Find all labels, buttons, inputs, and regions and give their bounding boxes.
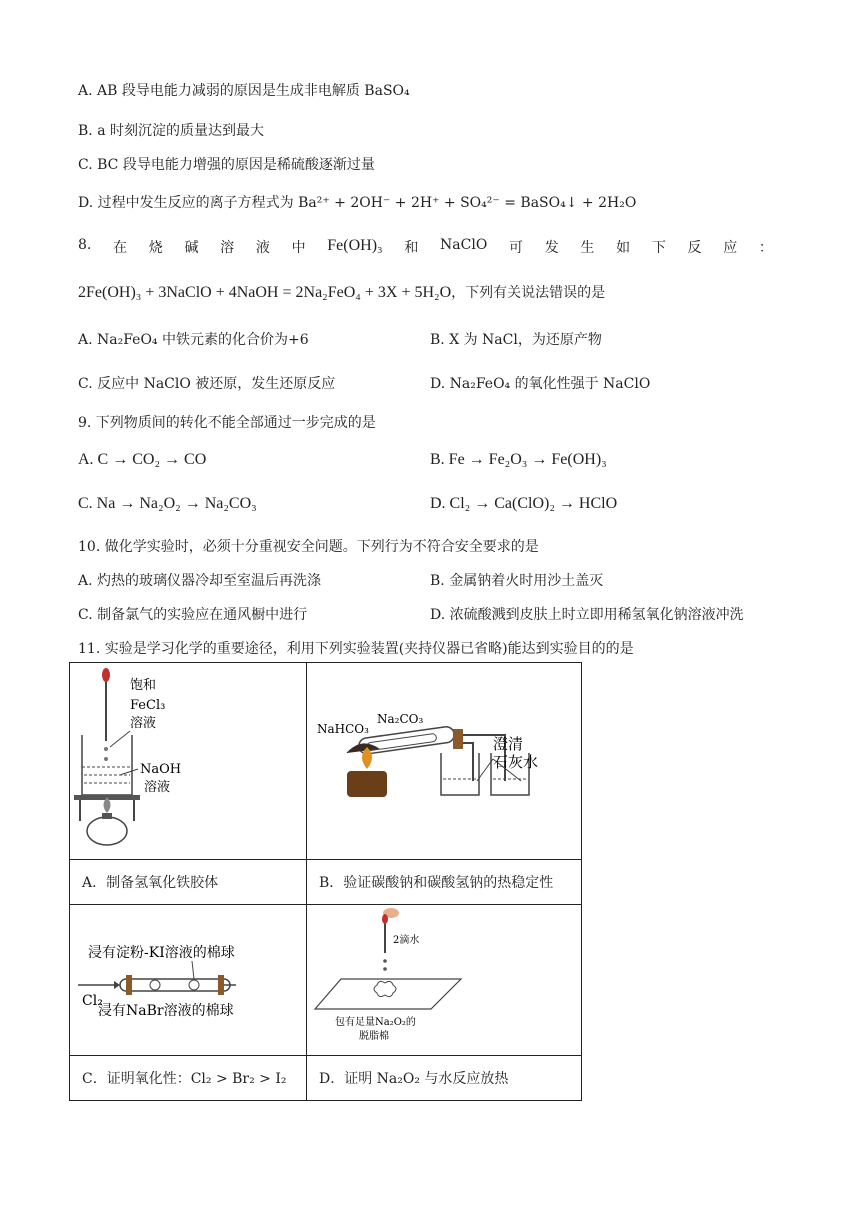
fig-a-label-naoh-solution: 溶液 xyxy=(144,780,171,795)
q8-stem-word: 和 xyxy=(404,240,419,256)
fig-d-label-na2o2: 包有足量Na₂O₂的 xyxy=(335,1017,416,1028)
q8-stem-word: 可 xyxy=(509,240,523,256)
fig-a-label-saturated: 饱和 xyxy=(130,678,157,693)
q8-stem-word: 在 xyxy=(113,240,128,256)
q10-option-c: C. 制备氯气的实验应在通风橱中进行 xyxy=(78,607,308,623)
q8-stem-word: Fe(OH)₃ xyxy=(327,237,383,254)
q8-stem-word: 下 xyxy=(651,240,666,256)
caption-b: B．验证碳酸钠和碳酸氢钠的热稳定性 xyxy=(307,860,582,905)
q8-option-c: C. 反应中 NaClO 被还原，发生还原反应 xyxy=(78,376,336,392)
fig-d-label-cotton: 脱脂棉 xyxy=(359,1031,389,1042)
fig-b-label-clear: 澄清 xyxy=(493,735,524,753)
fig-c-label-starch-ki: 浸有淀粉-KI溶液的棉球 xyxy=(88,945,235,961)
q8-equation-tail: ，下列有关说法错误的是 xyxy=(451,285,606,301)
q8-option-d: D. Na₂FeO₄ 的氧化性强于 NaClO xyxy=(430,376,651,392)
fig-a-label-naoh: NaOH xyxy=(140,762,182,777)
q7-option-a: A. AB 段导电能力减弱的原因是生成非电解质 BaSO₄ xyxy=(78,83,410,99)
q7-option-c: C. BC 段导电能力增强的原因是稀硫酸逐渐过量 xyxy=(78,157,375,173)
q8-stem-word: 8. xyxy=(78,237,92,253)
fig-b-label-limewater: 石灰水 xyxy=(493,753,539,771)
fig-b-label-nahco3: NaHCO₃ xyxy=(317,722,369,736)
fig-c-label-nabr: 浸有NaBr溶液的棉球 xyxy=(98,1003,234,1019)
q10-stem: 10. 做化学实验时，必须十分重视安全问题。下列行为不符合安全要求的是 xyxy=(78,539,539,555)
q10-option-a: A. 灼热的玻璃仪器冷却至室温后再洗涤 xyxy=(78,573,322,589)
fig-a-label-solution: 溶液 xyxy=(130,716,157,731)
figure-a xyxy=(70,663,307,860)
q8-stem-word: 生 xyxy=(580,240,595,256)
q8-stem-word: NaClO xyxy=(440,237,488,253)
q8-option-b: B. X 为 NaCl，为还原产物 xyxy=(430,332,602,348)
q8-equation: 2Fe(OH)₃ + 3NaClO + 4NaOH = 2Na₂FeO₄ + 3X + 5H₂O xyxy=(78,284,452,301)
q8-stem-word: 中 xyxy=(291,240,306,256)
q8-option-a: A. Na₂FeO₄ 中铁元素的化合价为+6 xyxy=(78,332,309,348)
q10-option-b: B. 金属钠着火时用沙土盖灭 xyxy=(430,573,604,589)
q9-option-c: C. Na → Na₂O₂ → Na₂CO₃ xyxy=(78,495,257,512)
q8-stem-word: 碱 xyxy=(184,240,199,256)
q10-option-d: D. 浓硫酸溅到皮肤上时立即用稀氢氧化钠溶液冲洗 xyxy=(430,607,744,623)
figure-b xyxy=(307,663,582,860)
q11-experiment-table xyxy=(69,662,582,1101)
q8-stem xyxy=(78,237,773,257)
q8-stem-word: 烧 xyxy=(148,240,163,256)
figure-d xyxy=(307,905,582,1056)
q9-option-b: B. Fe → Fe₂O₃ → Fe(OH)₃ xyxy=(430,451,607,468)
fig-d-label-water: 2滴水 xyxy=(393,935,420,946)
q9-option-a: A. C → CO₂ → CO xyxy=(78,451,207,468)
q9-stem: 9. 下列物质间的转化不能全部通过一步完成的是 xyxy=(78,415,376,431)
q8-equation-line xyxy=(78,282,605,302)
q11-stem: 11. 实验是学习化学的重要途径，利用下列实验装置(夹持仪器已省略)能达到实验目的的是 xyxy=(78,641,634,657)
caption-a: A．制备氢氧化铁胶体 xyxy=(70,860,307,905)
q8-stem-word: 溶 xyxy=(220,240,235,256)
fig-a-label-fecl3: FeCl₃ xyxy=(130,698,166,713)
caption-d: D．证明 Na₂O₂ 与水反应放热 xyxy=(307,1056,582,1101)
caption-c: C．证明氧化性：Cl₂ > Br₂ > I₂ xyxy=(70,1056,307,1101)
fig-c-label-cl2: Cl₂ xyxy=(82,993,103,1009)
q8-stem-word: 反 xyxy=(687,240,702,256)
q8-stem-word: ： xyxy=(758,240,773,256)
q8-stem-word: 应 xyxy=(723,240,738,256)
fig-b-label-na2co3: Na₂CO₃ xyxy=(377,712,424,726)
q8-stem-word: 如 xyxy=(616,240,631,256)
q9-option-d: D. Cl₂ → Ca(ClO)₂ → HClO xyxy=(430,495,618,512)
figure-c xyxy=(70,905,307,1056)
q7-option-d: D. 过程中发生反应的离子方程式为 Ba²⁺ + 2OH⁻ + 2H⁺ + SO₄²⁻ = BaSO₄↓ + 2H₂O xyxy=(78,195,637,211)
q8-stem-word: 液 xyxy=(255,240,270,256)
q8-stem-word: 发 xyxy=(544,240,559,256)
q7-option-b: B. a 时刻沉淀的质量达到最大 xyxy=(78,123,264,139)
